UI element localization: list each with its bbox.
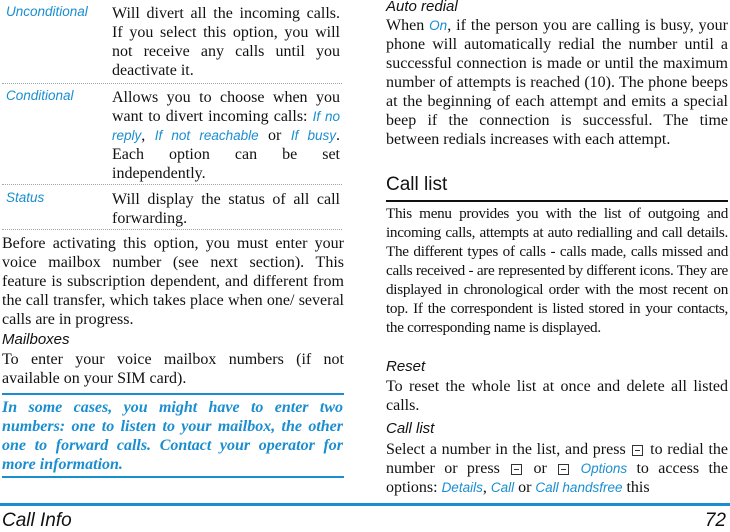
option-if-not-reachable: If not reachable bbox=[154, 128, 259, 143]
intro-paragraph: Before activating this option, you must enter your voice mailbox number (see next section). This feature is subscription dependent, and different from the call transfer, which takes place when one/ several calls are in progress. bbox=[2, 235, 344, 328]
table-separator bbox=[2, 184, 342, 185]
row-label-status: Status bbox=[6, 190, 45, 205]
note-top-rule bbox=[2, 393, 344, 395]
conditional-text-before: Allows you to choose when you want to divert incoming calls: bbox=[112, 89, 340, 125]
conditional-or: or bbox=[258, 127, 291, 144]
call-list-sub-heading: Call list bbox=[386, 420, 435, 437]
row-label-conditional: Conditional bbox=[6, 88, 74, 103]
auto-redial-text-after: , if the person you are calling is busy, your phone will automatically redial the number until a successful connection is made or until the maximum number of attempts is reached (10). The phone beeps at the beginning of each attempt and emits a special beep if the connection is successful. The time between redials increases with each attempt. bbox=[386, 17, 729, 148]
auto-redial-heading: Auto redial bbox=[386, 0, 458, 15]
call-list-rule bbox=[386, 200, 728, 202]
options-label: Options bbox=[580, 461, 628, 476]
reset-text: To reset the whole list at once and delete all listed calls. bbox=[386, 378, 728, 414]
conditional-comma: , bbox=[141, 127, 155, 144]
call-list-sub-comma: , bbox=[482, 479, 491, 496]
mailboxes-heading: Mailboxes bbox=[2, 331, 70, 348]
handsfree-label: Call handsfree bbox=[535, 480, 623, 495]
menu-key-icon bbox=[558, 464, 569, 475]
row-text-conditional bbox=[112, 88, 340, 183]
details-label: Details bbox=[441, 480, 483, 495]
page-number: 72 bbox=[704, 510, 726, 531]
row-label-unconditional: Unconditional bbox=[6, 4, 88, 19]
reset-heading: Reset bbox=[386, 358, 426, 375]
call-list-sub-text3: to access the options: bbox=[386, 460, 729, 496]
ok-key-icon bbox=[511, 464, 522, 475]
call-list-sub-text bbox=[386, 440, 728, 497]
footer-section-name: Call Info bbox=[2, 510, 72, 531]
call-label: Call bbox=[490, 480, 515, 495]
call-list-sub-text4: this bbox=[622, 479, 650, 496]
call-key-icon bbox=[632, 445, 643, 456]
call-list-sub-or: or bbox=[524, 460, 557, 477]
row-text-status: Will display the status of all call forwarding. bbox=[112, 191, 340, 227]
option-if-busy: If busy bbox=[290, 128, 337, 143]
mailboxes-text: To enter your voice mailbox numbers (if not available on your SIM card). bbox=[2, 351, 344, 387]
note-bottom-rule bbox=[2, 476, 344, 478]
call-list-sub-text1: Select a number in the list, and press bbox=[386, 441, 631, 458]
conditional-text-after: . Each option can be set independently. bbox=[112, 127, 341, 182]
footer-rule bbox=[0, 503, 730, 506]
option-if-no-reply: If no reply bbox=[112, 109, 340, 143]
auto-redial-text bbox=[386, 16, 728, 149]
auto-redial-text-before: When bbox=[386, 17, 430, 34]
call-list-sub-text2: to redial the number or press bbox=[386, 441, 728, 477]
auto-redial-on-label: On bbox=[429, 18, 448, 33]
row-text-unconditional: Will divert all the incoming calls. If you select this option, you will not receive any calls until you deactivate it. bbox=[112, 5, 340, 79]
mailbox-note: In some cases, you might have to enter two numbers: one to listen to your mailbox, the other one to forward calls. Contact your operator for more information. bbox=[2, 399, 343, 473]
call-list-sub-or2: or bbox=[514, 479, 536, 496]
table-separator bbox=[2, 83, 342, 84]
call-list-text: This menu provides you with the list of outgoing and incoming calls, attempts at auto redialling and call details. The different types of calls - calls made, calls missed and calls received - are represented by different icons. They are displayed in chronological order with the most recent on top. If the correspondent is listed stored in your contacts, the corresponding name is displayed. bbox=[386, 205, 728, 336]
call-list-title: Call list bbox=[386, 174, 448, 195]
table-separator bbox=[2, 229, 342, 230]
